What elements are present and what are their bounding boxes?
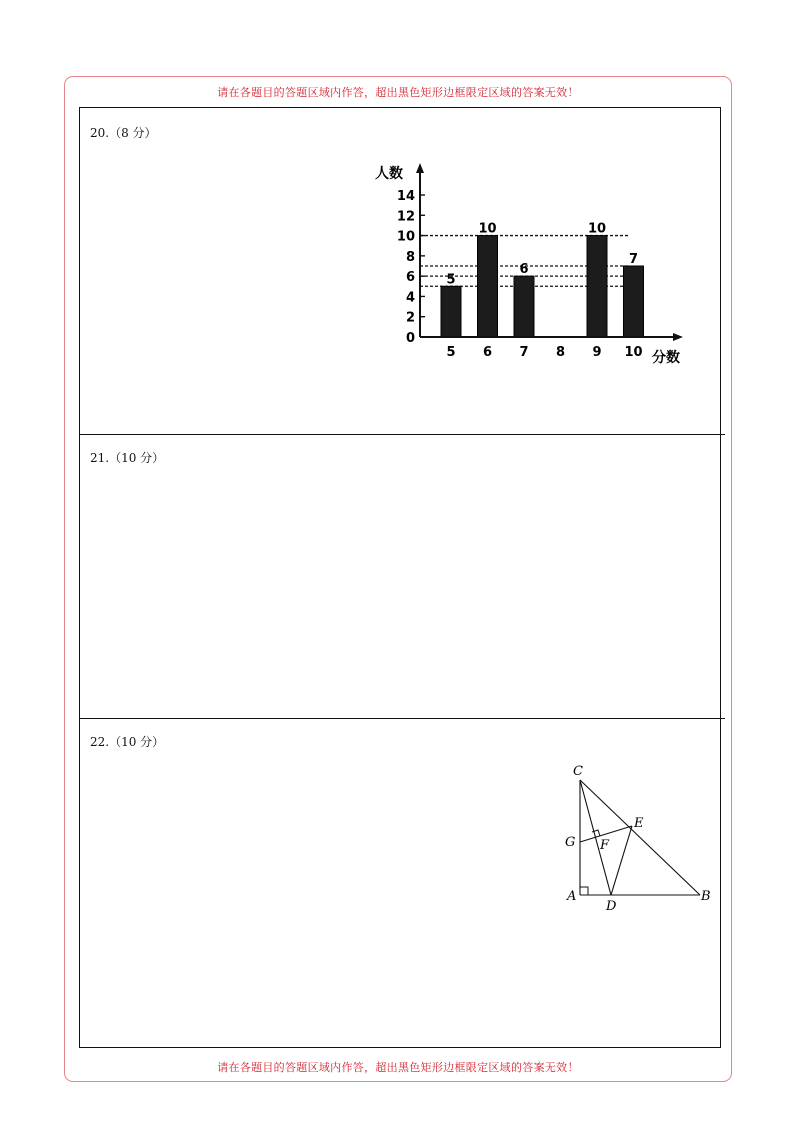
- point-label-d: D: [606, 899, 617, 914]
- bar-value-label-6: 10: [478, 221, 497, 237]
- question-21-answer-area[interactable]: [79, 435, 721, 717]
- y-tick-label-12: 12: [396, 209, 415, 225]
- bar-value-label-10: 7: [628, 252, 639, 267]
- x-tick-label-9: 9: [592, 345, 602, 360]
- geometry-figure: [555, 755, 725, 920]
- bar-6: [478, 236, 498, 337]
- y-axis-arrow-icon: [416, 163, 424, 173]
- bar-chart: [365, 160, 695, 372]
- top-notice: 请在各题目的答题区域内作答，超出黑色矩形边框限定区域的答案无效！: [217, 86, 579, 99]
- segment-cb: [580, 780, 700, 895]
- y-tick-label-2: 2: [405, 310, 415, 326]
- bottom-notice: 请在各题目的答题区域内作答，超出黑色矩形边框限定区域的答案无效！: [217, 1061, 579, 1074]
- right-angle-a-icon: [580, 887, 588, 895]
- question-20-label: 20.（8 分）: [90, 126, 157, 140]
- bar-7: [514, 276, 534, 337]
- y-tick-label-14: 14: [396, 189, 415, 204]
- bar-value-label-7: 6: [519, 262, 529, 278]
- bar-5: [441, 286, 461, 337]
- y-tick-label-8: 8: [405, 249, 415, 265]
- x-tick-label-7: 7: [519, 345, 529, 360]
- x-tick-label-5: 5: [446, 345, 456, 360]
- y-axis-label: 人数: [375, 166, 403, 182]
- segment-de: [611, 826, 632, 895]
- point-label-e: E: [634, 816, 644, 831]
- x-tick-label-6: 6: [482, 345, 493, 360]
- y-tick-label-4: 4: [405, 290, 415, 306]
- y-tick-label-10: 10: [396, 229, 415, 245]
- bar-10: [624, 266, 644, 337]
- point-label-b: B: [701, 889, 711, 904]
- point-label-c: C: [573, 764, 583, 779]
- bar-value-label-9: 10: [587, 221, 607, 237]
- question-22-answer-area[interactable]: [79, 719, 559, 1047]
- bar-value-label-5: 5: [446, 272, 456, 288]
- question-21-label: 21.（10 分）: [90, 451, 165, 465]
- y-tick-label-6: 6: [405, 270, 415, 286]
- x-axis-label: 分数: [652, 350, 680, 366]
- x-tick-label-8: 8: [555, 345, 566, 360]
- point-label-f: F: [600, 838, 610, 853]
- question-22-label: 22.（10 分）: [90, 735, 165, 749]
- bar-9: [587, 236, 607, 337]
- point-label-g: G: [565, 835, 576, 850]
- x-tick-label-10: 10: [624, 345, 643, 360]
- point-label-a: A: [567, 889, 577, 904]
- x-axis-arrow-icon: [673, 333, 683, 341]
- y-tick-label-0: 0: [405, 331, 415, 346]
